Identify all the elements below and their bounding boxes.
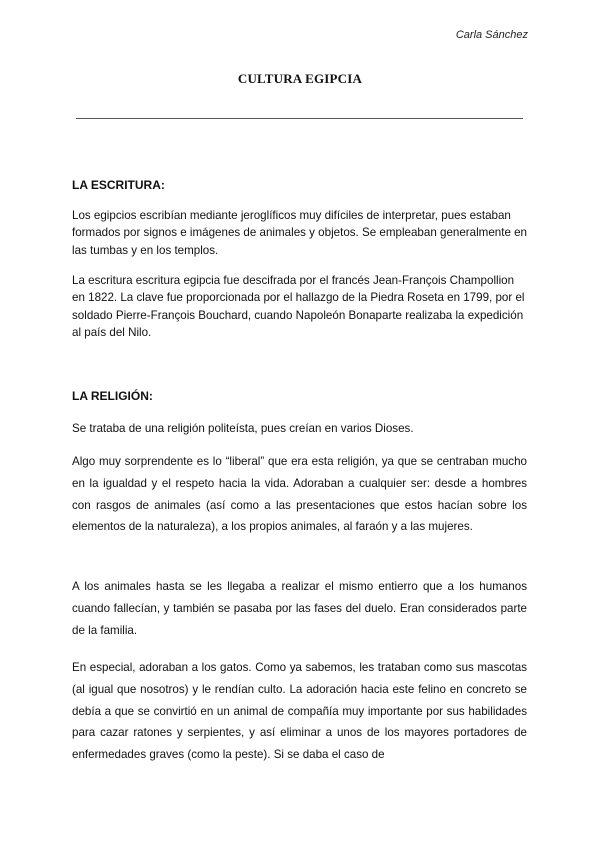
section-heading-escritura: LA ESCRITURA: (72, 178, 165, 192)
document-title: CULTURA EGIPCIA (237, 71, 363, 86)
paragraph-religion-2: Algo muy sorprendente es lo “liberal” que era esta religión, ya que se centraban mucho en la igualdad y el respeto hacia la vida. Adoraban a cualquier ser: desde a hombres con rasgos de animales (así como a las presentaciones que estos hacían sobre los elementos de la naturaleza), a los propios animales, al faraón y a las mujeres. (72, 455, 527, 534)
paragraph-religion-1: Se trataba de una religión politeísta, pues creían en varios Dioses. (72, 422, 414, 435)
title-divider (76, 118, 523, 119)
section-heading-religion: LA RELIGIÓN: (72, 389, 153, 403)
author-name: Carla Sánchez (455, 29, 528, 41)
paragraph-escritura-2: La escritura escritura egipcia fue descifrada por el francés Jean-François Champollion en 1822. La clave fue proporcionada por el hallazgo de la Piedra Roseta en 1799, por el soldado Pierre-François Bouchard, cuando Napoleón Bonaparte realizaba la expedición al país del Nilo. (72, 274, 525, 339)
paragraph-religion-3: A los animales hasta se les llegaba a realizar el mismo entierro que a los humanos cuando fallecían, y también se pasaba por las fases del duelo. Eran considerados parte de la familia. (72, 580, 527, 637)
paragraph-escritura-1: Los egipcios escribían mediante jeroglíficos muy difíciles de interpretar, pues estaban formados por signos e imágenes de animales y objetos. Se empleaban generalmente en las tumbas y en los templos. (72, 209, 528, 257)
paragraph-religion-4: En especial, adoraban a los gatos. Como ya sabemos, les trataban como sus mascotas (al igual que nosotros) y le rendían culto. La adoración hacia este felino en concreto se debía a que se convirtió en un animal de compañía muy importante por sus habilidades para cazar ratones y serpientes, y así eliminar a unos de los mayores portadores de enfermedades graves (como la peste). Si se daba el caso de (72, 661, 527, 762)
